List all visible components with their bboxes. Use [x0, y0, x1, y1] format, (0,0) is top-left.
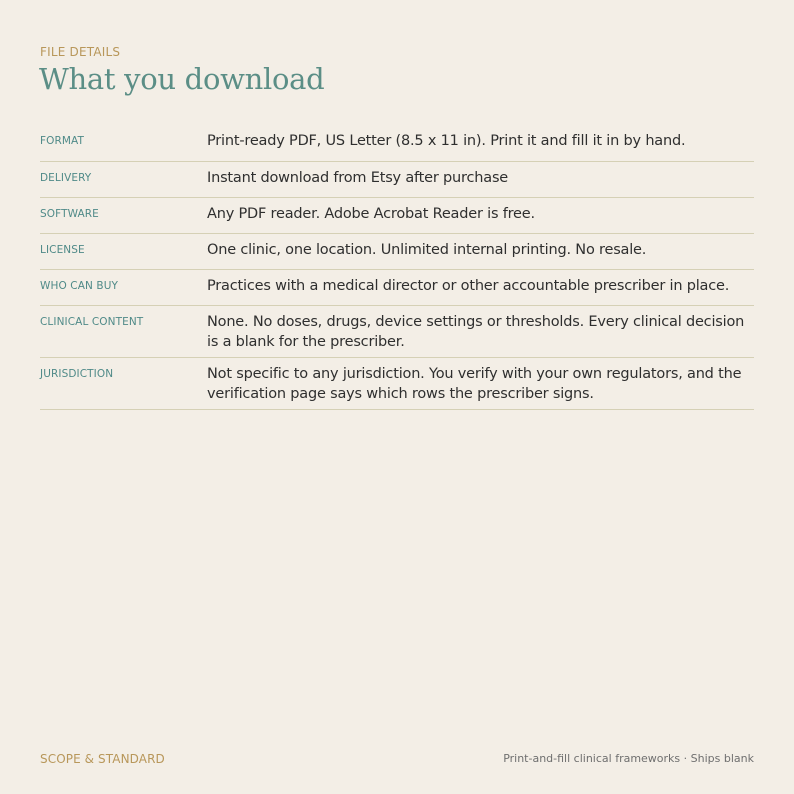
row-value: Any PDF reader. Adobe Acrobat Reader is free. — [207, 206, 535, 222]
row-value: None. No doses, drugs, device settings or thresholds. Every clinical decision is a blank for the prescriber. — [207, 314, 745, 350]
details-row-jurisdiction — [40, 358, 754, 410]
section-eyebrow: FILE DETAILS — [40, 45, 121, 59]
row-label: LICENSE — [40, 244, 85, 256]
row-value: Practices with a medical director or other accountable prescriber in place. — [207, 278, 730, 294]
row-label: CLINICAL CONTENT — [40, 316, 144, 328]
details-row-delivery — [40, 162, 754, 198]
details-row-clinical-content — [40, 306, 754, 358]
row-label: SOFTWARE — [40, 208, 99, 220]
row-label: JURISDICTION — [40, 368, 114, 380]
details-row-who-can-buy — [40, 270, 754, 306]
row-value: Instant download from Etsy after purchase — [207, 170, 509, 186]
row-label: DELIVERY — [40, 172, 92, 184]
details-row-license — [40, 234, 754, 270]
details-table — [40, 126, 754, 410]
page-title: What you download — [39, 62, 325, 96]
row-value: Not specific to any jurisdiction. You verify with your own regulators, and the verification page says which rows the prescriber signs. — [207, 366, 742, 402]
row-label: FORMAT — [40, 135, 85, 147]
footer-brand: SCOPE & STANDARD — [40, 752, 165, 766]
row-value: Print-ready PDF, US Letter (8.5 x 11 in). Print it and fill it in by hand. — [207, 133, 686, 149]
footer-tagline: Print-and-fill clinical frameworks · Ships blank — [503, 752, 754, 765]
details-row-format — [40, 126, 754, 162]
row-value: One clinic, one location. Unlimited internal printing. No resale. — [207, 242, 647, 258]
details-row-software — [40, 198, 754, 234]
row-label: WHO CAN BUY — [40, 280, 118, 292]
